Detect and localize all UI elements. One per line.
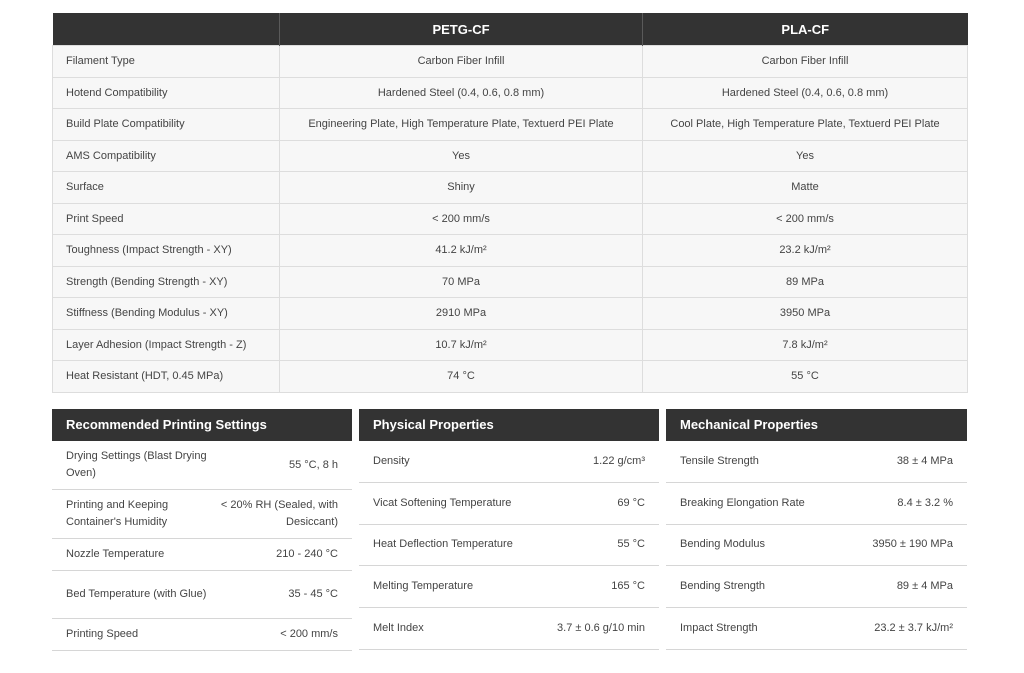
list-item bbox=[52, 490, 352, 539]
property-value: 69 °C bbox=[617, 496, 645, 509]
table-row bbox=[53, 203, 968, 235]
pla-value: Hardened Steel (0.4, 0.6, 0.8 mm) bbox=[643, 77, 968, 109]
panel-title: Physical Properties bbox=[359, 409, 659, 441]
pla-value: Yes bbox=[643, 140, 968, 172]
header-pla-cf: PLA-CF bbox=[643, 13, 968, 46]
row-label: Build Plate Compatibility bbox=[53, 109, 280, 141]
petg-value: Carbon Fiber Infill bbox=[280, 46, 643, 78]
table-row bbox=[53, 140, 968, 172]
list-item bbox=[359, 566, 659, 608]
petg-value: < 200 mm/s bbox=[280, 203, 643, 235]
petg-value: Shiny bbox=[280, 172, 643, 204]
setting-value: 55 °C, 8 h bbox=[288, 458, 338, 471]
pla-value: Cool Plate, High Temperature Plate, Textuerd PEI Plate bbox=[643, 109, 968, 141]
list-item bbox=[52, 571, 352, 619]
pla-value: 89 MPa bbox=[643, 266, 968, 298]
pla-value: Carbon Fiber Infill bbox=[643, 46, 968, 78]
setting-value: 210 - 240 °C bbox=[276, 548, 338, 560]
list-item bbox=[52, 619, 352, 651]
table-row bbox=[53, 235, 968, 267]
setting-value: < 20% RH (Sealed, with Desiccant) bbox=[220, 499, 338, 528]
property-label: Tensile Strength bbox=[680, 454, 759, 467]
list-item bbox=[359, 483, 659, 525]
row-label: Heat Resistant (HDT, 0.45 MPa) bbox=[53, 361, 280, 393]
recommended-printing-settings-panel bbox=[52, 409, 352, 651]
list-item bbox=[666, 441, 967, 483]
list-item bbox=[666, 525, 967, 567]
panel-title: Mechanical Properties bbox=[666, 409, 967, 441]
row-label: Surface bbox=[53, 172, 280, 204]
property-value: 3950 ± 190 MPa bbox=[872, 538, 953, 551]
list-item bbox=[52, 539, 352, 571]
table-row bbox=[53, 46, 968, 78]
property-label: Vicat Softening Temperature bbox=[373, 496, 512, 509]
row-label: Filament Type bbox=[53, 46, 280, 78]
table-header-row bbox=[53, 13, 968, 46]
property-label: Density bbox=[373, 454, 410, 467]
petg-value: 41.2 kJ/m² bbox=[280, 235, 643, 267]
list-item bbox=[359, 441, 659, 483]
row-label: AMS Compatibility bbox=[53, 140, 280, 172]
petg-value: 10.7 kJ/m² bbox=[280, 329, 643, 361]
property-value: 1.22 g/cm³ bbox=[593, 454, 645, 467]
list-item bbox=[666, 608, 967, 650]
row-label: Toughness (Impact Strength - XY) bbox=[53, 235, 280, 267]
setting-value: < 200 mm/s bbox=[280, 628, 338, 640]
table-row bbox=[53, 172, 968, 204]
setting-label: Bed Temperature (with Glue) bbox=[66, 588, 207, 600]
row-label: Strength (Bending Strength - XY) bbox=[53, 266, 280, 298]
list-item bbox=[52, 441, 352, 490]
property-value: 55 °C bbox=[617, 538, 645, 551]
setting-label: Printing and Keeping Container's Humidity bbox=[66, 499, 169, 528]
list-item bbox=[666, 483, 967, 525]
row-label: Print Speed bbox=[53, 203, 280, 235]
property-label: Melt Index bbox=[373, 622, 424, 635]
table-row bbox=[53, 298, 968, 330]
row-label: Layer Adhesion (Impact Strength - Z) bbox=[53, 329, 280, 361]
pla-value: 3950 MPa bbox=[643, 298, 968, 330]
property-value: 23.2 ± 3.7 kJ/m² bbox=[874, 622, 953, 635]
setting-label: Nozzle Temperature bbox=[66, 548, 165, 560]
filament-comparison-table bbox=[52, 13, 968, 393]
table-row bbox=[53, 109, 968, 141]
setting-value: 35 - 45 °C bbox=[288, 588, 338, 600]
panel-title: Recommended Printing Settings bbox=[52, 409, 352, 441]
property-value: 3.7 ± 0.6 g/10 min bbox=[557, 622, 645, 635]
row-label: Hotend Compatibility bbox=[53, 77, 280, 109]
table-row bbox=[53, 329, 968, 361]
petg-value: Yes bbox=[280, 140, 643, 172]
petg-value: 74 °C bbox=[280, 361, 643, 393]
pla-value: 7.8 kJ/m² bbox=[643, 329, 968, 361]
property-label: Impact Strength bbox=[680, 622, 758, 635]
petg-value: Engineering Plate, High Temperature Plate, Textuerd PEI Plate bbox=[280, 109, 643, 141]
pla-value: 55 °C bbox=[643, 361, 968, 393]
petg-value: 70 MPa bbox=[280, 266, 643, 298]
table-row bbox=[53, 77, 968, 109]
property-value: 8.4 ± 3.2 % bbox=[897, 496, 953, 509]
property-label: Bending Strength bbox=[680, 580, 766, 593]
property-value: 165 °C bbox=[611, 580, 645, 593]
pla-value: < 200 mm/s bbox=[643, 203, 968, 235]
list-item bbox=[359, 525, 659, 567]
property-value: 89 ± 4 MPa bbox=[896, 580, 953, 593]
list-item bbox=[359, 608, 659, 650]
mechanical-properties-panel bbox=[666, 409, 967, 650]
table-row bbox=[53, 361, 968, 393]
row-label: Stiffness (Bending Modulus - XY) bbox=[53, 298, 280, 330]
pla-value: 23.2 kJ/m² bbox=[643, 235, 968, 267]
petg-value: Hardened Steel (0.4, 0.6, 0.8 mm) bbox=[280, 77, 643, 109]
property-label: Melting Temperature bbox=[373, 580, 474, 593]
header-blank bbox=[53, 13, 280, 46]
property-label: Bending Modulus bbox=[680, 538, 766, 551]
property-label: Breaking Elongation Rate bbox=[680, 496, 805, 509]
property-value: 38 ± 4 MPa bbox=[896, 454, 953, 467]
table-row bbox=[53, 266, 968, 298]
setting-label: Drying Settings (Blast Drying Oven) bbox=[66, 450, 207, 479]
list-item bbox=[666, 566, 967, 608]
header-petg-cf: PETG-CF bbox=[280, 13, 643, 46]
physical-properties-panel bbox=[359, 409, 659, 650]
property-label: Heat Deflection Temperature bbox=[373, 538, 513, 551]
setting-label: Printing Speed bbox=[66, 628, 139, 640]
petg-value: 2910 MPa bbox=[280, 298, 643, 330]
pla-value: Matte bbox=[643, 172, 968, 204]
